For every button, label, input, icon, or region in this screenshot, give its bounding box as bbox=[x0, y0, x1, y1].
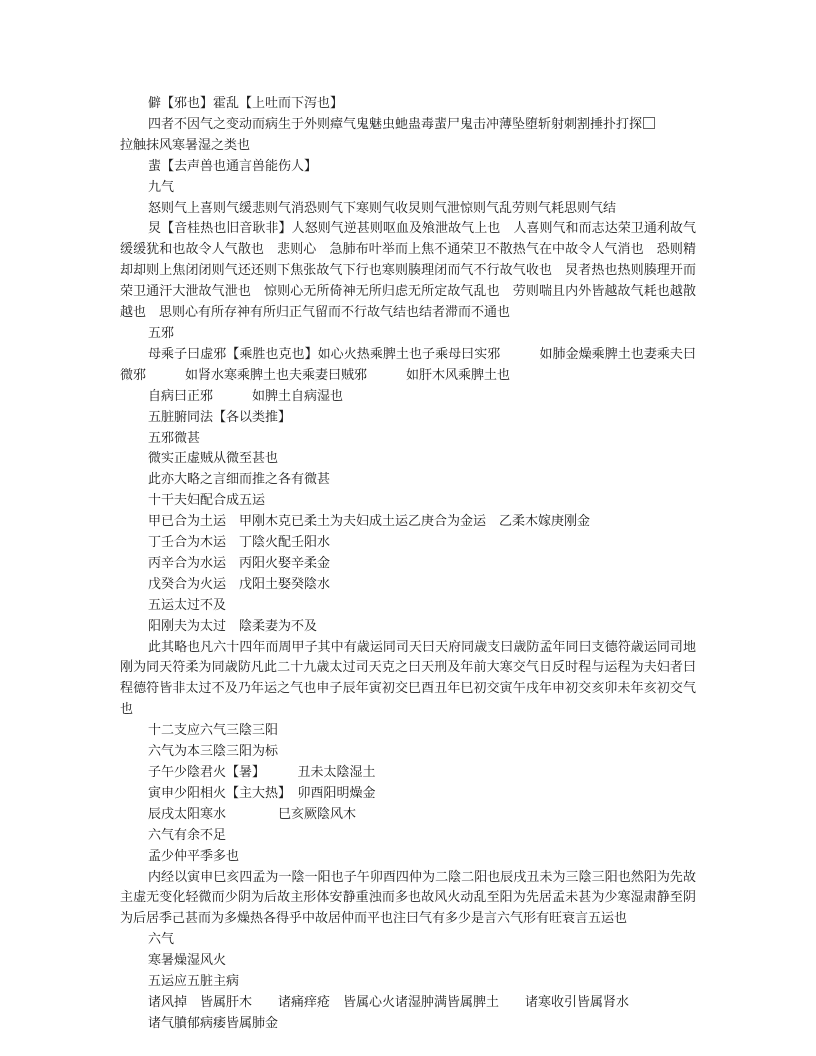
paragraph: 此其略也凡六十四年而周甲子其中有歳运同司天曰天府同歳支曰歳防孟年同曰支德符歳运同司地刚为同天符柔为同歳防凡此二十九歳太过司天克之曰天刑及年前大寒交气日反时程与运程为夫妇者曰程德符皆非太过不及乃年运之气也申子辰年寅初交巳酉丑年巳初交寅午戌年申初交亥卯未年亥初交气也 bbox=[120, 639, 696, 718]
paragraph: 诸气膹郁病痿皆属肺金 bbox=[148, 1015, 279, 1031]
missing-glyph-icon bbox=[643, 117, 655, 129]
paragraph: 微实正虚贼从微至甚也 bbox=[148, 451, 279, 467]
paragraph: 十二支应六气三陰三阳 bbox=[148, 723, 279, 739]
paragraph: 寒暑燥湿风火 bbox=[148, 953, 227, 969]
paragraph: 此亦大略之言细而推之各有微甚 bbox=[148, 472, 331, 488]
paragraph: 诸风掉 皆属肝木 诸痛痒疮 皆属心火诸湿肿满皆属脾土 诸寒收引皆属肾水 bbox=[148, 994, 630, 1010]
paragraph: 六气有余不足 bbox=[148, 827, 227, 843]
paragraph: 六气为本三陰三阳为标 bbox=[148, 744, 279, 760]
paragraph: 阳刚夫为太过 陰柔妻为不及 bbox=[148, 618, 318, 634]
paragraph: 炅【音桂热也旧音耿非】人怒则气逆甚则呕血及飧泄故气上也 人喜则气和而志达荣卫通利故气缓缓犹和也故令人气散也 悲则心 急肺布叶举而上焦不通荣卫不散热气在中故令人气消也 恐则精却却则上焦闭闭则气还还则下焦张故气下行也寒则腠理闭而气不行故气收也 炅者热也热则腠理开而荣卫通汗大泄故气泄也 惊则心无所倚神无所归虑无所定故气乱也 劳则喘且内外皆越故气耗也越散越也 思则心有所存神有所归正气留而不行故气结也结者滞而不通也 bbox=[120, 221, 696, 321]
paragraph: 十干夫妇配合成五运 bbox=[148, 493, 266, 509]
paragraph: 自病曰正邪 如脾土自病湿也 bbox=[148, 388, 344, 404]
paragraph: 子午少陰君火【暑】 丑未太陰湿土 bbox=[148, 765, 376, 780]
paragraph: 五脏腑同法【各以类推】 bbox=[148, 409, 292, 425]
paragraph: 寅申少阳相火【主大热】 卯酉阳明燥金 bbox=[148, 785, 376, 801]
paragraph: 甲已合为土运 甲刚木克已柔土为夫妇成土运乙庚合为金运 乙柔木嫁庚刚金 bbox=[148, 514, 591, 530]
paragraph: 丙辛合为水运 丙阳火娶辛柔金 bbox=[148, 555, 331, 571]
paragraph: 蜚【去声兽也通言兽能伤人】 bbox=[148, 158, 318, 174]
document-page bbox=[120, 94, 696, 1035]
paragraph: 九气 bbox=[148, 179, 175, 195]
paragraph: 拉触抹风寒暑湿之类也 bbox=[120, 137, 251, 153]
paragraph: 内经以寅申巳亥四孟为一陰一阳也子午卯酉四仲为二陰二阳也辰戌丑未为三陰三阳也然阳为先故主虚无变化轻微而少阴为后故主形体安静重浊而多也故风火动乱至阳为先居孟未甚为少寒湿肃静至阴为后居季己甚而为多燥热各得乎中故居仲而平也注曰气有多少是言六气形有旺衰言五运也 bbox=[120, 869, 696, 927]
paragraph: 僻【邪也】霍乱【上吐而下泻也】 bbox=[148, 96, 344, 111]
paragraph: 丁壬合为木运 丁陰火配壬阳水 bbox=[148, 535, 331, 551]
paragraph: 四者不因气之变动而病生于外则瘴气鬼魅虫虵蛊毒蜚尸鬼击冲薄坠堕斩射刺割捶扑打探 bbox=[120, 115, 696, 136]
paragraph: 母乘子曰虚邪【乘胜也克也】如心火热乘脾土也子乘母曰实邪 如肺金燥乘脾土也妻乘夫曰微邪 如肾水寒乘脾土也夫乘妻曰贼邪 如肝木风乘脾土也 bbox=[120, 346, 696, 383]
paragraph: 五运太过不及 bbox=[148, 597, 227, 613]
paragraph: 五运应五脏主病 bbox=[148, 974, 240, 990]
paragraph: 六气 bbox=[148, 932, 175, 948]
paragraph: 戊癸合为火运 戊阳土娶癸陰水 bbox=[148, 576, 331, 592]
paragraph: 五邪 bbox=[148, 325, 175, 341]
paragraph: 怒则气上喜则气缓悲则气消恐则气下寒则气收炅则气泄惊则气乱劳则气耗思则气结 bbox=[148, 200, 617, 216]
paragraph: 孟少仲平季多也 bbox=[148, 848, 240, 864]
paragraph: 辰戌太阳寒水 巳亥厥陰风木 bbox=[148, 806, 357, 822]
paragraph: 五邪微甚 bbox=[148, 430, 201, 446]
